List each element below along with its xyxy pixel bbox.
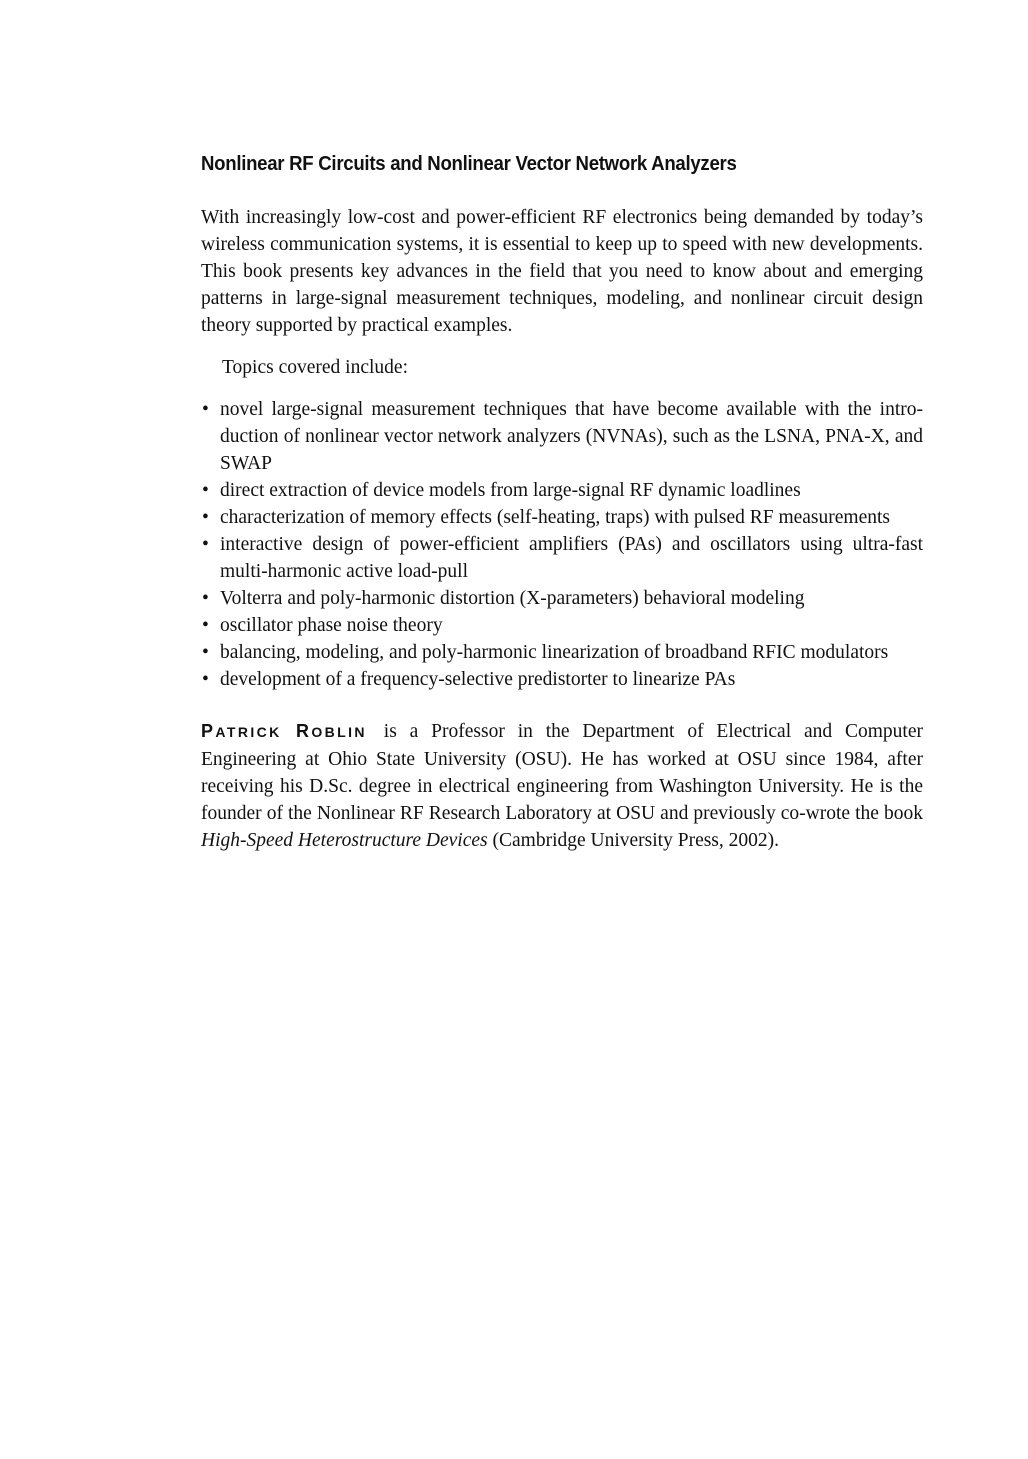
author-last-initial: R xyxy=(295,721,312,741)
bullet-icon: • xyxy=(202,588,209,609)
book-reference-title: High-Speed Heterostructure Devices xyxy=(201,830,488,851)
topics-label: Topics covered include: xyxy=(222,357,408,378)
list-item xyxy=(201,396,923,477)
list-item xyxy=(201,585,923,612)
list-item xyxy=(201,477,923,504)
list-item xyxy=(201,666,923,693)
list-item-text: Volterra and poly-harmonic distortion (X-parameters) behavioral modeling xyxy=(220,588,805,609)
list-item-text: development of a frequency-selective predistorter to linearize PAs xyxy=(220,669,736,690)
author-last-rest: OBLIN xyxy=(311,724,367,740)
list-item-text: characterization of memory effects (self-heating, traps) with pulsed RF measurements xyxy=(220,507,890,528)
list-item xyxy=(201,504,923,531)
list-item-text: oscillator phase noise theory xyxy=(220,615,443,636)
book-description-page xyxy=(201,150,923,854)
book-title: Nonlinear RF Circuits and Nonlinear Vector Network Analyzers xyxy=(201,153,737,175)
bullet-icon: • xyxy=(202,534,209,555)
bullet-icon: • xyxy=(202,642,209,663)
list-item-text: direct extraction of device models from large-signal RF dynamic loadlines xyxy=(220,480,801,501)
topics-list xyxy=(201,396,923,693)
list-item xyxy=(201,639,923,666)
bullet-icon: • xyxy=(202,480,209,501)
bullet-icon: • xyxy=(202,507,209,528)
author-name xyxy=(201,721,367,741)
bio-text-end: (Cambridge University Press, 2002). xyxy=(492,830,780,851)
list-item xyxy=(201,531,923,585)
bullet-icon: • xyxy=(202,669,209,690)
bullet-icon: • xyxy=(202,615,209,636)
list-item-text: novel large-signal measurement techniques that have become available with the introduction of nonlinear vector network analyzers (NVNAs), such as the LSNA, PNA-X, and SWAP xyxy=(220,399,923,474)
intro-paragraph: With increasingly low-cost and power-efficient RF electronics being demanded by today’s wireless communication systems, it is essential to keep up to speed with new developments. This book presents key advances in the field that you need to know about and emerging patterns in large-signal measurement techniques, modeling, and nonlinear circuit design theory supported by practical examples. xyxy=(201,207,923,336)
bullet-icon: • xyxy=(202,399,209,420)
list-item-text: interactive design of power-efficient amplifiers (PAs) and oscillators using ultra-fast multi-harmonic active load-pull xyxy=(220,534,923,582)
list-item-text: balancing, modeling, and poly-harmonic linearization of broadband RFIC modulators xyxy=(220,642,889,663)
list-item xyxy=(201,612,923,639)
author-first-rest: ATRICK xyxy=(215,724,282,740)
bio-text: is a Professor in the Department of Electrical and Computer Engineering at Ohio State University (OSU). He has worked at OSU since 1984, after receiving his D.Sc. degree in electrical engineering from Washington University. He is the founder of the Nonlinear RF Research Laboratory at OSU and previously co-wrote the book xyxy=(201,721,923,824)
author-bio xyxy=(201,718,923,854)
author-first-initial: P xyxy=(201,721,216,741)
